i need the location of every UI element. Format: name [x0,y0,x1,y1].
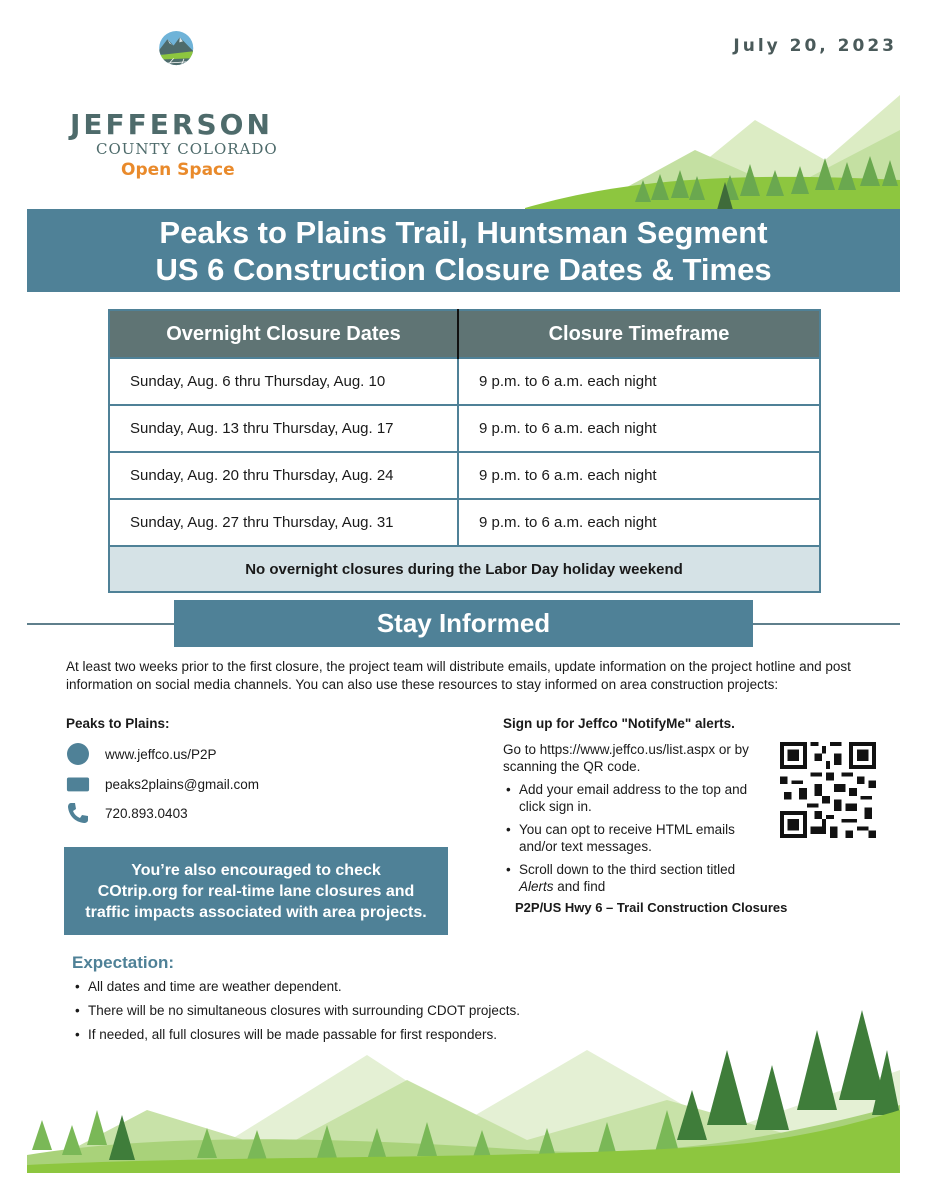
title-line-2: US 6 Construction Closure Dates & Times [155,252,772,287]
stay-informed-intro: At least two weeks prior to the first closure, the project team will distribute emails, update information on the project hotline and post information on social media channels. You can also use these resources to stay informed on area construction projects: [66,659,851,692]
closure-dates-cell: Sunday, Aug. 13 thru Thursday, Aug. 17 [109,405,458,452]
phone-icon [66,801,90,825]
notifyme-title: Sign up for Jeffco "NotifyMe" alerts. [503,716,735,731]
logo-county: COUNTY COLORADO [96,140,278,158]
globe-icon [66,742,90,766]
expectation-item: • All dates and time are weather dependent. [72,978,772,995]
peaks-to-plains-title: Peaks to Plains: [66,716,170,731]
email-link[interactable]: peaks2plains@gmail.com [105,776,260,792]
column-header-dates: Overnight Closure Dates [109,310,458,358]
notifyme-step-3-post: and find [553,879,606,894]
qr-code[interactable] [780,742,876,838]
hills-illustration-top [525,90,900,210]
notifyme-step: • Add your email address to the top and click sign in. [503,781,768,815]
expectation-item: • If needed, all full closures will be made passable for first responders. [72,1026,772,1043]
cotrip-link[interactable]: COtrip.org [97,883,178,900]
closure-time-cell: 9 p.m. to 6 a.m. each night [458,358,820,405]
notifyme-step: • You can opt to receive HTML emails and/or text messages. [503,821,768,855]
website-link[interactable]: www.jeffco.us/P2P [105,746,217,762]
title-banner [27,209,900,292]
jeffco-open-space-logo [70,30,285,110]
cotrip-line-2 [64,881,448,902]
phone-number[interactable]: 720.893.0403 [105,805,188,821]
expectation-item: • There will be no simultaneous closures with surrounding CDOT projects. [72,1002,772,1019]
hills-illustration-bottom [27,1010,900,1173]
stay-informed-heading: Stay Informed [174,600,753,647]
column-header-timeframe: Closure Timeframe [458,310,820,358]
notifyme-step-3-alerts: Alerts [519,879,554,894]
cotrip-callout [64,847,448,935]
closure-dates-cell: Sunday, Aug. 20 thru Thursday, Aug. 24 [109,452,458,499]
notifyme-steps [503,781,768,901]
notifyme-intro: Go to https://www.jeffco.us/list.aspx or by scanning the QR code. [503,742,749,774]
closure-time-cell: 9 p.m. to 6 a.m. each night [458,499,820,546]
table-note-row [109,546,820,592]
closure-schedule-table [108,309,821,593]
issue-date: July 20, 2023 [733,36,897,56]
table-header-row [109,310,820,358]
table-row [109,405,820,452]
title-line-1: Peaks to Plains Trail, Huntsman Segment [159,215,768,250]
closure-dates-cell: Sunday, Aug. 6 thru Thursday, Aug. 10 [109,358,458,405]
table-row [109,499,820,546]
notifyme-step [503,861,768,895]
cotrip-line-2-text: for real-time lane closures and [177,883,415,900]
expectation-title: Expectation: [72,953,175,972]
email-contact [66,772,259,796]
table-row [109,452,820,499]
website-contact [66,742,217,766]
phone-contact [66,801,188,825]
logo-wordmark: JEFFERSON [70,108,273,141]
closure-time-cell: 9 p.m. to 6 a.m. each night [458,452,820,499]
labor-day-note: No overnight closures during the Labor Day holiday weekend [109,546,820,592]
table-row [109,358,820,405]
closure-dates-cell: Sunday, Aug. 27 thru Thursday, Aug. 31 [109,499,458,546]
cotrip-line-3: traffic impacts associated with area projects. [85,904,427,921]
alert-name: P2P/US Hwy 6 – Trail Construction Closures [515,900,788,915]
closure-time-cell: 9 p.m. to 6 a.m. each night [458,405,820,452]
notifyme-step-3-pre: Scroll down to the third section titled [519,862,736,877]
cotrip-line-1: You’re also encouraged to check [131,862,381,879]
envelope-icon [66,772,90,796]
logo-tagline: Open Space [121,160,235,180]
